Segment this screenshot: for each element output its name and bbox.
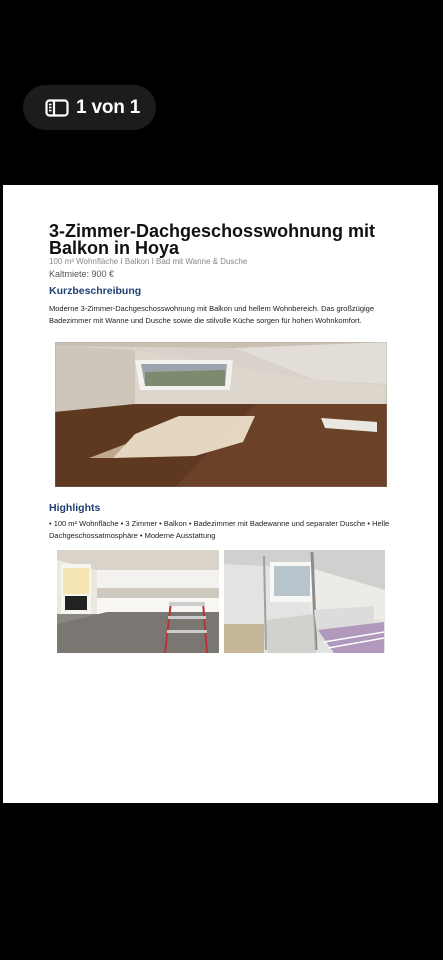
highlights-text: • 100 m² Wohnfläche • 3 Zimmer • Balkon • Badezimmer mit Badewanne und separater Dusche • Helle Dachgeschossatmosphäre • Moderne Ausstattung [49, 519, 390, 540]
summary-heading: Kurzbeschreibung [49, 285, 142, 297]
rent-price: Kaltmiete: 900 € [49, 269, 115, 279]
highlights-heading: Highlights [49, 502, 101, 514]
listing-title: 3-Zimmer-Dachgeschosswohnung mit Balkon in Hoya [49, 221, 376, 258]
document-page[interactable] [3, 185, 438, 803]
sidebar-icon [45, 99, 69, 117]
kitchen-photo [57, 550, 219, 653]
page-counter-button[interactable] [23, 85, 156, 130]
summary-text: Moderne 3-Zimmer-Dachgeschosswohnung mit Balkon und hellem Wohnbereich. Das großzügige Badezimmer mit Wanne und Dusche sowie die stilvolle Küche sorgen für hohen Wohnkomfort. [49, 304, 375, 325]
page-counter-label: 1 von 1 [76, 96, 141, 118]
bathroom-photo [224, 550, 385, 653]
listing-subtitle: 100 m² Wohnfläche I Balkon I Bad mit Wanne & Dusche [49, 257, 248, 266]
living-room-photo [55, 342, 387, 487]
